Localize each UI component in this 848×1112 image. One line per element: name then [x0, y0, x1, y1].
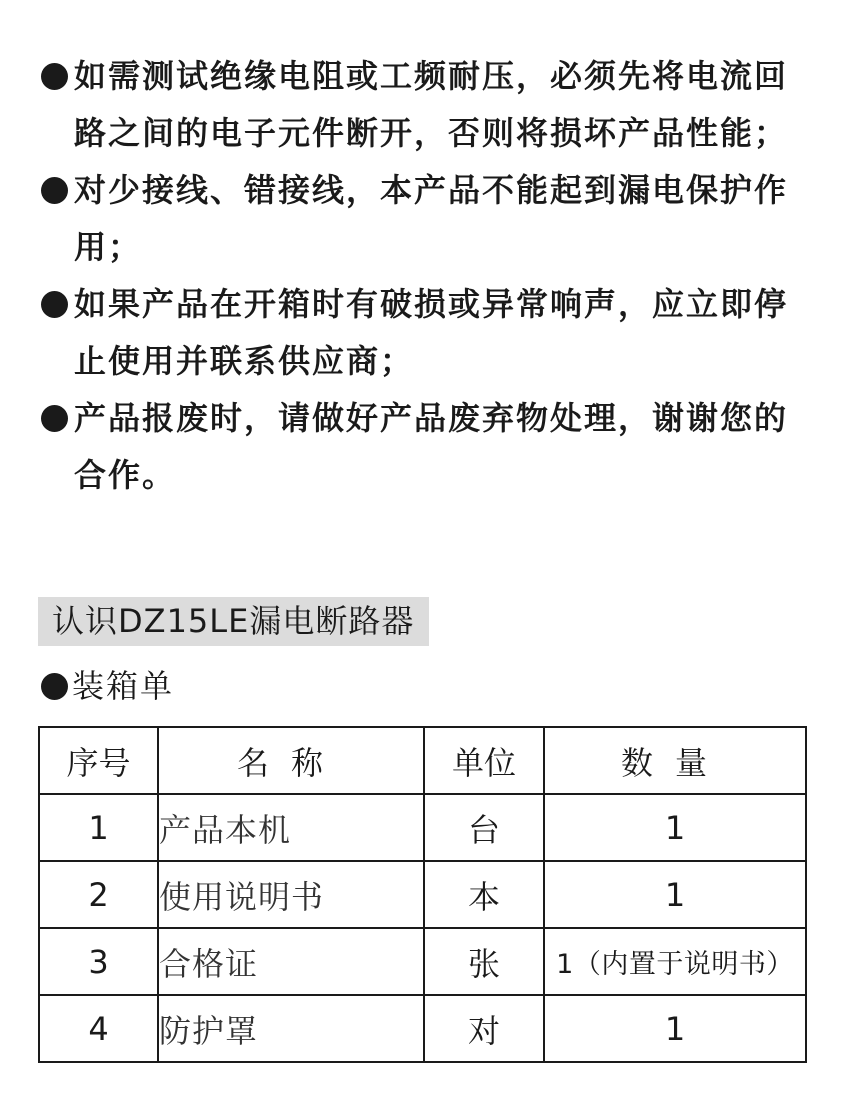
- note-line: 合作。: [74, 456, 177, 494]
- header-no: 序号: [39, 727, 158, 794]
- bullet-icon: [38, 48, 72, 105]
- table-row: [39, 794, 806, 861]
- table-header-row: [39, 727, 806, 794]
- note-item: [38, 48, 818, 162]
- cell-name: 产品本机: [158, 794, 424, 861]
- cell-no: 1: [39, 794, 158, 861]
- table-row: [39, 928, 806, 995]
- cell-no: 2: [39, 861, 158, 928]
- cell-qty: 1: [544, 861, 806, 928]
- cell-no: 3: [39, 928, 158, 995]
- note-line: 产品报废时，请做好产品废弃物处理，谢谢您的: [74, 399, 789, 437]
- cell-qty: 1: [544, 995, 806, 1062]
- bullet-icon: [38, 276, 72, 333]
- note-line: 止使用并联系供应商；: [74, 342, 415, 380]
- packing-list-title: [38, 664, 174, 708]
- table-row: [39, 995, 806, 1062]
- note-item: [38, 276, 818, 390]
- note-line: 路之间的电子元件断开，否则将损坏产品性能；: [74, 114, 789, 152]
- note-text: [72, 276, 818, 390]
- note-line: 对少接线、错接线，本产品不能起到漏电保护作: [74, 171, 789, 209]
- note-item: [38, 162, 818, 276]
- bullet-icon: [38, 162, 72, 219]
- cell-name: 防护罩: [158, 995, 424, 1062]
- cell-qty: 1: [544, 794, 806, 861]
- header-name: 名称: [158, 727, 424, 794]
- cell-qty: 1（内置于说明书）: [544, 928, 806, 995]
- packing-list-title-text: 装箱单: [72, 667, 175, 705]
- bullet-icon: [38, 664, 72, 708]
- bullet-icon: [38, 390, 72, 447]
- note-line: 用；: [74, 228, 143, 266]
- section-heading: 认识DZ15LE漏电断路器: [38, 597, 429, 646]
- header-qty: 数量: [544, 727, 806, 794]
- header-unit: 单位: [424, 727, 544, 794]
- table-row: [39, 861, 806, 928]
- cell-unit: 对: [424, 995, 544, 1062]
- note-text: [72, 48, 818, 162]
- note-text: [72, 162, 818, 276]
- note-line: 如需测试绝缘电阻或工频耐压，必须先将电流回: [74, 57, 789, 95]
- note-line: 如果产品在开箱时有破损或异常响声，应立即停: [74, 285, 789, 323]
- cell-name: 使用说明书: [158, 861, 424, 928]
- cell-no: 4: [39, 995, 158, 1062]
- cell-unit: 台: [424, 794, 544, 861]
- packing-list-table: [38, 726, 807, 1063]
- safety-notes: [38, 48, 818, 504]
- cell-unit: 本: [424, 861, 544, 928]
- cell-unit: 张: [424, 928, 544, 995]
- note-item: [38, 390, 818, 504]
- cell-name: 合格证: [158, 928, 424, 995]
- note-text: [72, 390, 818, 504]
